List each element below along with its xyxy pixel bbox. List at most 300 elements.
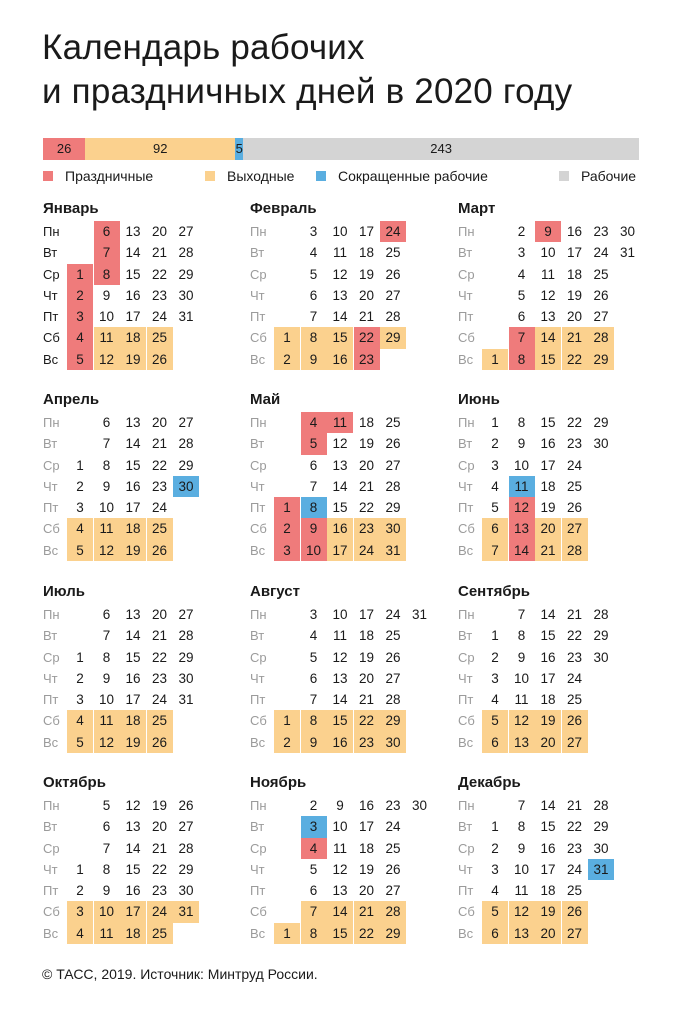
day-cell: 2 — [274, 518, 300, 539]
day-cell: 14 — [332, 692, 348, 708]
day-cell: 17 — [566, 245, 583, 261]
day-cell: 25 — [385, 840, 401, 856]
day-cell: 29 — [588, 349, 614, 370]
month-block — [458, 199, 658, 370]
weekday-row — [43, 668, 243, 689]
day-cell: 29 — [593, 415, 609, 430]
weekday-label: Ср — [458, 266, 475, 282]
day-cell: 22 — [151, 266, 168, 282]
day-cell: 8 — [301, 710, 327, 731]
day-cell: 30 — [593, 649, 609, 665]
weekday-label: Вс — [458, 734, 474, 750]
weekday-row — [250, 349, 450, 370]
day-cell: 30 — [178, 287, 194, 303]
day-cell: 13 — [332, 883, 348, 899]
day-cell: 27 — [385, 287, 401, 303]
weekday-label: Чт — [458, 287, 473, 303]
weekday-label: Ср — [43, 457, 60, 473]
weekday-label: Ср — [250, 457, 267, 473]
weekday-label: Вт — [250, 436, 265, 452]
weekday-row — [250, 710, 450, 731]
day-cell: 6 — [482, 732, 508, 753]
day-cell: 5 — [102, 798, 111, 813]
day-cell: 18 — [120, 327, 146, 348]
day-cell: 24 — [566, 457, 583, 473]
day-cell: 8 — [509, 349, 535, 370]
day-cell: 17 — [125, 500, 141, 516]
weekday-label: Пн — [458, 224, 475, 239]
legend-label: Праздничные — [65, 168, 154, 184]
day-cell: 18 — [540, 478, 556, 494]
day-cell: 8 — [301, 327, 327, 348]
day-cell: 13 — [509, 518, 535, 539]
day-cell: 11 — [332, 245, 347, 261]
day-cell: 26 — [385, 266, 401, 282]
day-cell: 11 — [327, 412, 353, 433]
weekday-label: Ср — [43, 649, 60, 665]
weekday-row — [458, 880, 658, 901]
day-cell: 20 — [535, 518, 561, 539]
legend-item-holiday — [43, 166, 153, 186]
day-cell: 31 — [173, 901, 199, 922]
weekday-label: Пн — [458, 415, 475, 430]
weekday-label: Пн — [43, 224, 60, 239]
day-cell: 26 — [178, 798, 194, 813]
day-cell: 2 — [491, 840, 499, 856]
day-cell: 21 — [354, 901, 380, 922]
day-cell: 21 — [562, 327, 588, 348]
day-cell: 4 — [491, 883, 499, 899]
day-cell: 11 — [94, 327, 120, 348]
day-cell: 2 — [491, 649, 499, 665]
day-cell: 4 — [301, 838, 327, 859]
day-cell: 5 — [482, 901, 508, 922]
day-cell: 11 — [94, 518, 120, 539]
weekday-row — [458, 455, 658, 476]
day-cell: 20 — [535, 732, 561, 753]
day-cell: 16 — [125, 478, 141, 494]
weekday-row — [458, 923, 658, 944]
weekday-label: Чт — [458, 670, 473, 686]
weekday-label: Сб — [43, 904, 60, 920]
weekday-row — [43, 604, 243, 625]
day-cell: 2 — [517, 224, 526, 239]
weekday-label: Вт — [43, 628, 58, 644]
weekday-label: Сб — [250, 904, 267, 920]
day-cell: 6 — [309, 287, 318, 303]
day-cell: 22 — [151, 649, 168, 665]
day-cell: 7 — [509, 327, 535, 348]
day-cell: 21 — [358, 478, 375, 494]
day-cell: 31 — [178, 692, 194, 708]
day-cell: 31 — [619, 245, 636, 261]
day-cell: 17 — [540, 861, 556, 877]
day-cell: 3 — [76, 500, 84, 516]
weekday-label: Вт — [458, 628, 473, 644]
weekday-row — [250, 689, 450, 710]
day-cell: 18 — [540, 692, 556, 708]
day-cell: 25 — [593, 266, 609, 282]
weekday-row — [43, 859, 243, 880]
weekday-label: Вт — [250, 628, 265, 644]
day-cell: 23 — [151, 287, 168, 303]
day-cell: 12 — [509, 497, 535, 518]
month-name: Ноябрь — [250, 774, 307, 791]
day-cell: 26 — [385, 649, 401, 665]
day-cell: 10 — [513, 861, 530, 877]
day-cell: 29 — [385, 500, 401, 516]
day-cell: 27 — [385, 457, 401, 473]
day-cell: 15 — [327, 327, 353, 348]
day-cell: 11 — [514, 883, 529, 899]
day-cell: 6 — [102, 819, 111, 835]
day-cell: 25 — [385, 628, 401, 644]
day-cell: 23 — [354, 349, 380, 370]
weekday-row — [458, 838, 658, 859]
day-cell: 8 — [301, 923, 327, 944]
day-cell: 13 — [332, 457, 348, 473]
weekday-label: Чт — [43, 478, 58, 494]
day-cell: 23 — [385, 798, 401, 813]
weekday-label: Вт — [43, 819, 58, 835]
day-cell: 6 — [102, 607, 111, 622]
day-cell: 14 — [125, 245, 141, 261]
day-cell: 9 — [102, 287, 111, 303]
day-cell: 18 — [120, 518, 146, 539]
day-cell: 5 — [309, 861, 318, 877]
weekday-row — [250, 306, 450, 327]
day-cell: 1 — [274, 497, 300, 518]
day-cell: 26 — [562, 710, 588, 731]
day-cell: 28 — [593, 607, 609, 622]
weekday-label: Ср — [250, 266, 267, 282]
day-cell: 2 — [76, 883, 84, 899]
day-cell: 16 — [540, 840, 556, 856]
day-cell: 21 — [566, 798, 583, 813]
day-cell: 12 — [125, 798, 141, 813]
day-cell: 28 — [385, 309, 401, 325]
day-cell: 9 — [535, 221, 561, 242]
day-cell: 16 — [125, 670, 141, 686]
legend-swatch — [205, 171, 215, 181]
weekday-row — [458, 242, 658, 263]
weekday-row — [250, 412, 450, 433]
day-cell: 23 — [566, 436, 583, 452]
day-cell: 26 — [566, 500, 583, 516]
day-cell: 9 — [301, 518, 327, 539]
weekday-label: Чт — [43, 287, 58, 303]
day-cell: 10 — [332, 224, 348, 239]
weekday-label: Пн — [250, 798, 267, 813]
weekday-row — [458, 689, 658, 710]
day-cell: 4 — [309, 245, 318, 261]
day-cell: 9 — [301, 349, 327, 370]
day-cell: 4 — [491, 478, 499, 494]
day-cell: 15 — [125, 861, 141, 877]
month-block — [250, 390, 450, 561]
weekday-row — [458, 647, 658, 668]
day-cell: 17 — [327, 540, 353, 561]
day-cell: 16 — [125, 883, 141, 899]
month-name: Июль — [43, 583, 85, 600]
day-cell: 27 — [178, 415, 194, 430]
weekday-label: Сб — [250, 330, 267, 346]
month-block — [458, 390, 658, 561]
day-cell: 18 — [120, 710, 146, 731]
day-cell: 10 — [513, 457, 530, 473]
month-name: Апрель — [43, 391, 100, 408]
weekday-label: Пн — [250, 415, 267, 430]
summary-segment-weekend: 92 — [85, 138, 235, 160]
weekday-row — [458, 433, 658, 454]
weekday-label: Сб — [458, 330, 475, 346]
weekday-row — [458, 816, 658, 837]
day-cell: 2 — [274, 349, 300, 370]
day-cell: 7 — [482, 540, 508, 561]
day-cell: 14 — [509, 540, 535, 561]
day-cell: 23 — [566, 649, 583, 665]
day-cell: 21 — [535, 540, 561, 561]
day-cell: 22 — [566, 628, 583, 644]
month-name: Январь — [43, 200, 99, 217]
day-cell: 16 — [540, 649, 556, 665]
weekday-label: Вт — [43, 245, 58, 261]
weekday-row — [250, 668, 450, 689]
weekday-label: Пн — [250, 224, 267, 239]
day-cell: 9 — [517, 436, 526, 452]
day-cell: 14 — [332, 309, 348, 325]
day-cell: 1 — [76, 457, 84, 473]
weekday-label: Сб — [458, 713, 475, 729]
weekday-label: Вт — [458, 436, 473, 452]
weekday-label: Пт — [250, 692, 266, 708]
weekday-row — [43, 795, 243, 816]
day-cell: 6 — [309, 670, 318, 686]
weekday-label: Вс — [43, 925, 59, 941]
weekday-row — [43, 285, 243, 306]
day-cell: 22 — [562, 349, 588, 370]
day-cell: 25 — [566, 883, 583, 899]
day-cell: 20 — [358, 287, 375, 303]
day-cell: 6 — [517, 309, 526, 325]
day-cell: 22 — [151, 457, 168, 473]
day-cell: 7 — [102, 436, 111, 452]
day-cell: 5 — [309, 649, 318, 665]
day-cell: 31 — [588, 859, 614, 880]
day-cell: 16 — [358, 798, 375, 813]
day-cell: 19 — [358, 266, 375, 282]
day-cell: 17 — [358, 819, 375, 835]
day-cell: 3 — [491, 457, 499, 473]
weekday-row — [43, 710, 243, 731]
weekday-label: Чт — [250, 670, 265, 686]
day-cell: 29 — [593, 819, 609, 835]
day-cell: 29 — [380, 923, 406, 944]
weekday-row — [250, 859, 450, 880]
weekday-row — [250, 221, 450, 242]
day-cell: 12 — [332, 266, 348, 282]
day-cell: 11 — [332, 840, 347, 856]
weekday-row — [458, 625, 658, 646]
month-block — [250, 582, 450, 753]
weekday-row — [43, 433, 243, 454]
weekday-row — [43, 455, 243, 476]
weekday-label: Пн — [458, 798, 475, 813]
day-cell: 24 — [385, 819, 401, 835]
day-cell: 31 — [411, 607, 428, 622]
day-cell: 14 — [540, 798, 556, 813]
day-cell: 20 — [151, 819, 168, 835]
day-cell: 9 — [102, 883, 111, 899]
day-cell: 22 — [566, 819, 583, 835]
weekday-row — [458, 604, 658, 625]
day-cell: 15 — [327, 923, 353, 944]
day-cell: 21 — [151, 628, 168, 644]
weekday-label: Пн — [43, 798, 60, 813]
weekday-label: Пт — [43, 883, 59, 899]
day-cell: 9 — [336, 798, 344, 813]
day-cell: 13 — [540, 309, 556, 325]
day-cell: 15 — [125, 266, 141, 282]
weekday-label: Ср — [458, 840, 475, 856]
day-cell: 20 — [358, 883, 375, 899]
day-cell: 3 — [67, 306, 93, 327]
weekday-row — [458, 285, 658, 306]
day-cell: 3 — [301, 816, 327, 837]
weekday-label: Вс — [43, 351, 59, 367]
day-cell: 21 — [358, 692, 375, 708]
day-cell: 7 — [102, 840, 111, 856]
day-cell: 26 — [147, 732, 173, 753]
weekday-row — [43, 540, 243, 561]
day-cell: 16 — [327, 518, 353, 539]
day-cell: 23 — [354, 732, 380, 753]
day-cell: 30 — [178, 883, 194, 899]
weekday-label: Вс — [458, 351, 474, 367]
day-cell: 7 — [301, 901, 327, 922]
day-cell: 15 — [327, 710, 353, 731]
month-name: Август — [250, 583, 300, 600]
day-cell: 28 — [593, 798, 609, 813]
day-cell: 11 — [514, 692, 529, 708]
day-cell: 5 — [482, 710, 508, 731]
day-cell: 9 — [102, 478, 111, 494]
weekday-row — [250, 285, 450, 306]
day-cell: 24 — [354, 540, 380, 561]
weekday-row — [458, 306, 658, 327]
day-cell: 29 — [178, 457, 194, 473]
day-cell: 22 — [566, 415, 583, 430]
weekday-label: Вс — [250, 351, 266, 367]
weekday-label: Вс — [43, 542, 59, 558]
day-cell: 16 — [125, 287, 141, 303]
weekday-label: Вт — [250, 245, 265, 261]
day-cell: 18 — [358, 415, 375, 430]
day-cell: 20 — [358, 457, 375, 473]
day-cell: 25 — [147, 923, 173, 944]
day-cell: 6 — [482, 923, 508, 944]
day-cell: 15 — [125, 649, 141, 665]
day-cell: 28 — [178, 628, 194, 644]
day-cell: 21 — [151, 436, 168, 452]
day-cell: 4 — [67, 710, 93, 731]
day-cell: 5 — [67, 349, 93, 370]
day-cell: 18 — [358, 840, 375, 856]
day-cell: 23 — [151, 883, 168, 899]
weekday-label: Вс — [250, 734, 266, 750]
day-cell: 13 — [332, 287, 348, 303]
day-cell: 20 — [151, 607, 168, 622]
day-cell: 13 — [125, 607, 141, 622]
day-cell: 19 — [151, 798, 168, 813]
day-cell: 14 — [125, 628, 141, 644]
day-cell: 26 — [562, 901, 588, 922]
weekday-label: Чт — [458, 478, 473, 494]
weekday-row — [250, 838, 450, 859]
day-cell: 1 — [76, 649, 84, 665]
day-cell: 5 — [309, 266, 318, 282]
day-cell: 9 — [517, 840, 526, 856]
day-cell: 3 — [309, 607, 318, 622]
day-cell: 7 — [517, 798, 526, 813]
day-cell: 14 — [332, 478, 348, 494]
weekday-label: Ср — [458, 649, 475, 665]
day-cell: 5 — [67, 540, 93, 561]
weekday-row — [250, 540, 450, 561]
day-cell: 1 — [76, 861, 84, 877]
day-cell: 9 — [102, 670, 111, 686]
legend-label: Выходные — [227, 168, 295, 184]
day-cell: 2 — [76, 670, 84, 686]
day-cell: 11 — [94, 710, 120, 731]
weekday-label: Чт — [250, 861, 265, 877]
day-cell: 21 — [151, 245, 168, 261]
day-cell: 8 — [517, 628, 526, 644]
day-cell: 2 — [274, 732, 300, 753]
month-block — [458, 582, 658, 753]
month-name: Октябрь — [43, 774, 106, 791]
day-cell: 3 — [491, 670, 499, 686]
day-cell: 15 — [540, 628, 556, 644]
day-cell: 13 — [509, 923, 535, 944]
day-cell: 5 — [517, 287, 526, 303]
legend-label: Рабочие — [581, 168, 637, 184]
day-cell: 24 — [593, 245, 609, 261]
day-cell: 12 — [509, 901, 535, 922]
weekday-row — [250, 816, 450, 837]
day-cell: 28 — [385, 692, 401, 708]
day-cell: 22 — [151, 861, 168, 877]
day-cell: 13 — [125, 819, 141, 835]
day-cell: 24 — [385, 607, 401, 622]
month-block — [250, 773, 450, 944]
weekday-row — [43, 264, 243, 285]
day-cell: 17 — [125, 309, 141, 325]
day-cell: 12 — [332, 649, 348, 665]
day-cell: 3 — [67, 901, 93, 922]
day-cell: 30 — [178, 670, 194, 686]
title-line-1: Календарь рабочих — [42, 28, 365, 67]
day-cell: 1 — [274, 327, 300, 348]
day-cell: 30 — [380, 518, 406, 539]
weekday-row — [458, 732, 658, 753]
day-cell: 27 — [385, 883, 401, 899]
day-cell: 27 — [593, 309, 609, 325]
day-cell: 3 — [517, 245, 526, 261]
weekday-row — [43, 412, 243, 433]
weekday-row — [43, 476, 243, 497]
day-cell: 14 — [535, 327, 561, 348]
